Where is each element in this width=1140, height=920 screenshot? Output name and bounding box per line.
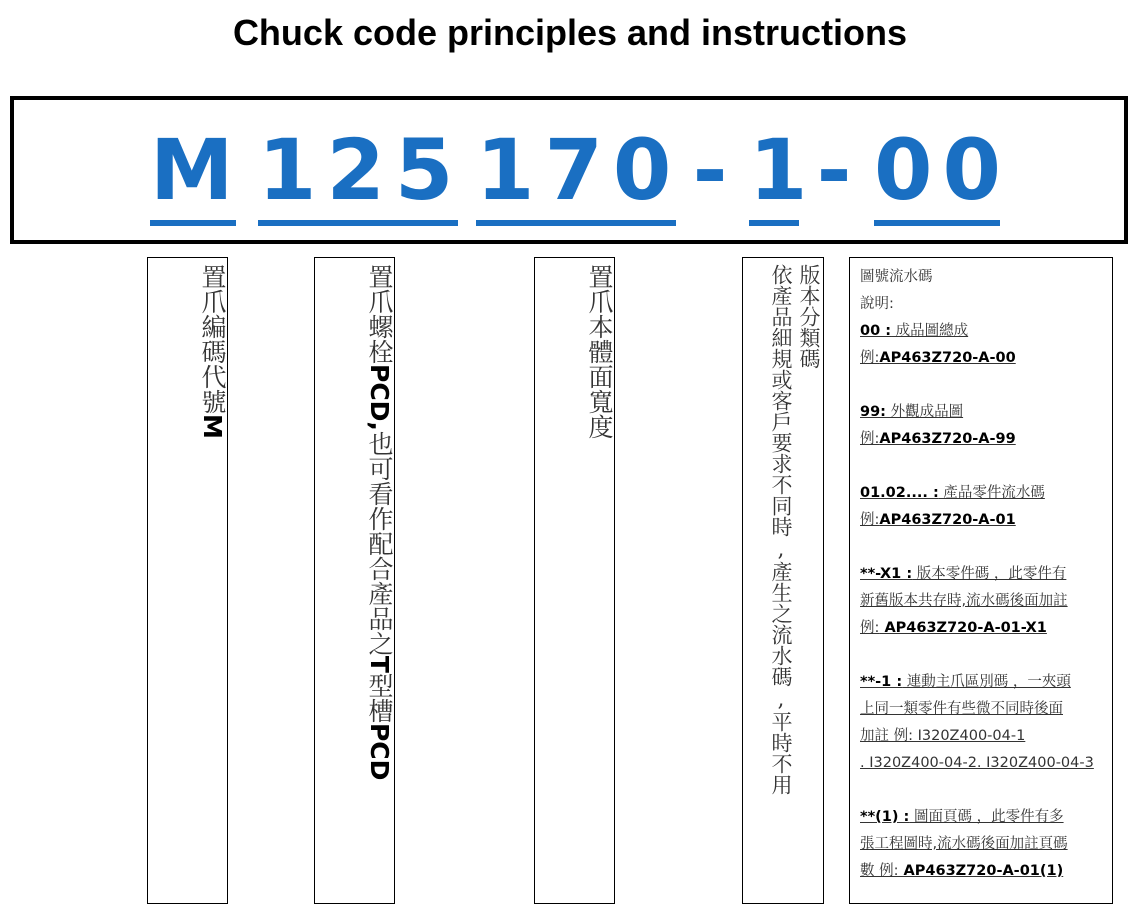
column-pcd-label-2: 也可看作配合產品之: [365, 430, 394, 656]
note-01: 01.02.... : 產品零件流水碼: [860, 485, 1045, 501]
serial-notes: [849, 257, 1113, 904]
note-x1: **-X1 : 版本零件碼 ，此零件有: [860, 566, 1067, 582]
column-version-text: [743, 264, 823, 894]
note-00: 00 : 成品圖總成: [860, 323, 969, 339]
column-pcd-bold-1: PCD,: [365, 364, 394, 431]
column-version-line-2: 依產品細規或客戶要求不同時,產生之流水碼,平時不用: [769, 264, 793, 795]
column-pcd-bold-2: T: [365, 655, 394, 673]
column-pcd-text: [315, 264, 394, 780]
note-page: **(1) : 圖面頁碼 ，此零件有多: [860, 809, 1064, 825]
note-00-example: 例:AP463Z720-A-00: [860, 350, 1016, 366]
column-pcd-label-1: 置爪螺栓: [365, 264, 394, 364]
note-page-line-2: 張工程圖時,流水碼後面加註頁碼: [860, 836, 1068, 852]
notes-heading: 圖號流水碼: [860, 269, 933, 285]
page-title: Chuck code principles and instructions: [232, 12, 908, 53]
note-x1-example: 例: AP463Z720-A-01-X1: [860, 620, 1047, 636]
code-segment-pcd: 125: [258, 120, 458, 226]
column-pcd: [314, 257, 395, 904]
note-page-example: 數 例: AP463Z720-A-01(1): [860, 863, 1064, 879]
note-dash1-line-2: 上同一類零件有些微不同時後面: [860, 701, 1063, 717]
note-x1-line-2: 新舊版本共存時,流水碼後面加註: [860, 593, 1068, 609]
code-dash-1: -: [692, 121, 738, 219]
note-01-example: 例:AP463Z720-A-01: [860, 512, 1016, 528]
note-99-example: 例:AP463Z720-A-99: [860, 431, 1016, 447]
code-banner: [10, 96, 1128, 244]
column-pcd-label-3: 型槽: [365, 672, 394, 723]
note-dash1: **-1 : 連動主爪區別碼 ，一夾頭: [860, 674, 1071, 690]
column-m-text: [148, 264, 227, 439]
column-m-code: M: [198, 414, 227, 439]
code-segment-version: 1: [749, 120, 799, 226]
note-99: 99: 外觀成品圖: [860, 404, 964, 420]
code-segment-m: M: [150, 120, 236, 226]
note-dash1-line-4: . I320Z400-04-2. I320Z400-04-3: [860, 755, 1094, 771]
code-segment-serial: 00: [874, 120, 1000, 226]
code-dash-2: -: [816, 121, 862, 219]
code-segment-width: 170: [476, 120, 676, 226]
notes-desc: 說明:: [860, 296, 894, 312]
column-m: [147, 257, 228, 904]
column-version-line-1: 版本分類碼: [797, 264, 821, 369]
column-m-label: 置爪編碼代號: [198, 264, 227, 414]
note-dash1-line-3: 加註 例: I320Z400-04-1: [860, 728, 1026, 744]
column-pcd-bold-3: PCD: [365, 722, 394, 781]
column-width: [534, 257, 615, 904]
column-version: [742, 257, 824, 904]
column-width-text: 置爪本體面寬度: [585, 264, 614, 439]
